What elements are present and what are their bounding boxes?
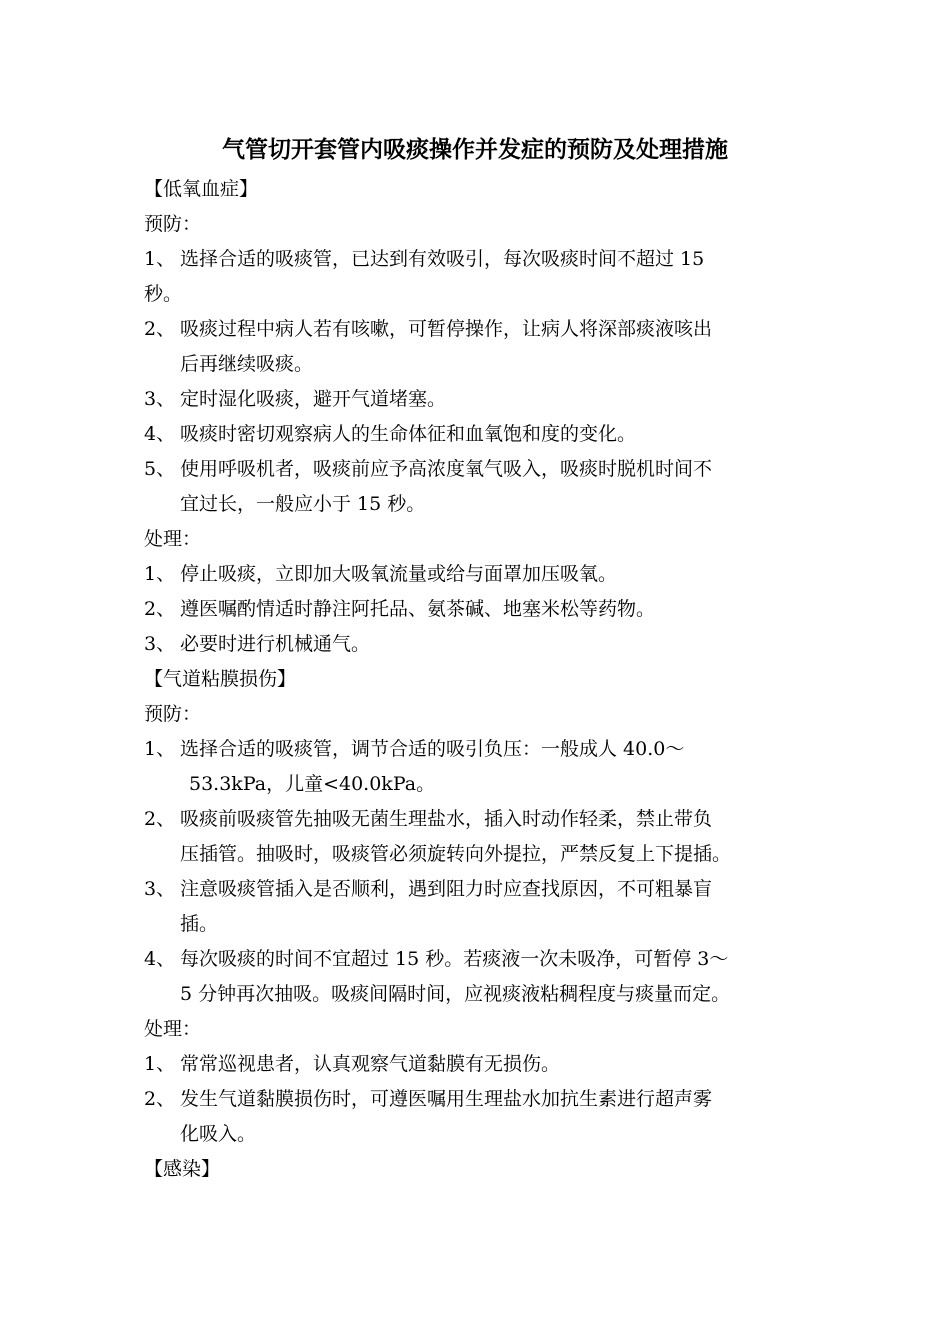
list-item — [144, 1047, 824, 1082]
list-item — [144, 242, 824, 312]
list-item-text: 注意吸痰管插入是否顺利，遇到阻力时应查找原因，不可粗暴盲 — [180, 878, 713, 900]
list-item-text: 压插管。抽吸时，吸痰管必须旋转向外提拉，严禁反复上下提插。 — [180, 843, 732, 865]
list-item-number: 1、 — [144, 1053, 176, 1075]
list-item-number: 2、 — [144, 318, 176, 340]
list-item-text: 秒。 — [144, 283, 183, 305]
list-item-text: 插。 — [180, 913, 219, 935]
list-item-number: 1、 — [144, 563, 176, 585]
list-item-text: 发生气道黏膜损伤时，可遵医嘱用生理盐水加抗生素进行超声雾 — [180, 1088, 713, 1110]
list-item-number: 1、 — [144, 248, 176, 270]
treatment-label: 处理： — [144, 1018, 202, 1040]
treatment-label: 处理： — [144, 528, 202, 550]
list-item-text: 5 分钟再次抽吸。吸痰间隔时间，应视痰液粘稠程度与痰量而定。 — [180, 983, 731, 1005]
list-item — [144, 627, 824, 662]
section-heading-infection: 【感染】 — [144, 1158, 221, 1180]
list-item-text: 定时湿化吸痰，避开气道堵塞。 — [180, 388, 447, 410]
list-item — [144, 592, 824, 627]
list-item-number: 4、 — [144, 423, 176, 445]
list-item — [144, 1082, 824, 1152]
section-heading-hypoxemia: 【低氧血症】 — [144, 178, 259, 200]
list-item-text: 后再继续吸痰。 — [180, 353, 314, 375]
list-item-text: 吸痰时密切观察病人的生命体征和血氧饱和度的变化。 — [180, 423, 637, 445]
list-item-text: 吸痰过程中病人若有咳嗽，可暂停操作，让病人将深部痰液咳出 — [180, 318, 713, 340]
list-item-text: 停止吸痰，立即加大吸氧流量或给与面罩加压吸氧。 — [180, 563, 618, 585]
list-item-number: 5、 — [144, 458, 176, 480]
list-item-number: 2、 — [144, 1088, 176, 1110]
prevention-label: 预防： — [144, 703, 202, 725]
list-item-text: 常常巡视患者，认真观察气道黏膜有无损伤。 — [180, 1053, 561, 1075]
list-item-text: 选择合适的吸痰管，已达到有效吸引，每次吸痰时间不超过 15 — [180, 248, 705, 270]
document-title: 气管切开套管内吸痰操作并发症的预防及处理措施 — [222, 136, 728, 163]
list-item-text: 使用呼吸机者，吸痰前应予高浓度氧气吸入，吸痰时脱机时间不 — [180, 458, 713, 480]
list-item-text: 化吸入。 — [180, 1123, 257, 1145]
list-item-text: 每次吸痰的时间不宜超过 15 秒。若痰液一次未吸净，可暂停 3～ — [180, 948, 729, 970]
list-item — [144, 802, 824, 872]
list-item — [144, 452, 824, 522]
list-item — [144, 942, 824, 1012]
list-item-text: 吸痰前吸痰管先抽吸无菌生理盐水，插入时动作轻柔，禁止带负 — [180, 808, 713, 830]
list-item — [144, 312, 824, 382]
list-item — [144, 382, 824, 417]
list-item-number: 3、 — [144, 878, 176, 900]
section-heading-airway-mucosa-injury: 【气道粘膜损伤】 — [144, 668, 297, 690]
list-item-text: 宜过长，一般应小于 15 秒。 — [180, 493, 426, 515]
list-item — [144, 732, 824, 802]
list-item-number: 1、 — [144, 738, 176, 760]
list-item-text: 遵医嘱酌情适时静注阿托品、氨茶碱、地塞米松等药物。 — [180, 598, 656, 620]
list-item — [144, 417, 824, 452]
list-item-text: 必要时进行机械通气。 — [180, 633, 371, 655]
prevention-label: 预防： — [144, 213, 202, 235]
list-item-number: 2、 — [144, 808, 176, 830]
list-item-number: 4、 — [144, 948, 176, 970]
list-item-number: 3、 — [144, 388, 176, 410]
list-item-text: 选择合适的吸痰管，调节合适的吸引负压：一般成人 40.0～ — [180, 738, 685, 760]
list-item-number: 3、 — [144, 633, 176, 655]
list-item-number: 2、 — [144, 598, 176, 620]
list-item — [144, 557, 824, 592]
list-item-text: 53.3kPa，儿童<40.0kPa。 — [189, 773, 436, 795]
document-body — [144, 172, 824, 1187]
list-item — [144, 872, 824, 942]
